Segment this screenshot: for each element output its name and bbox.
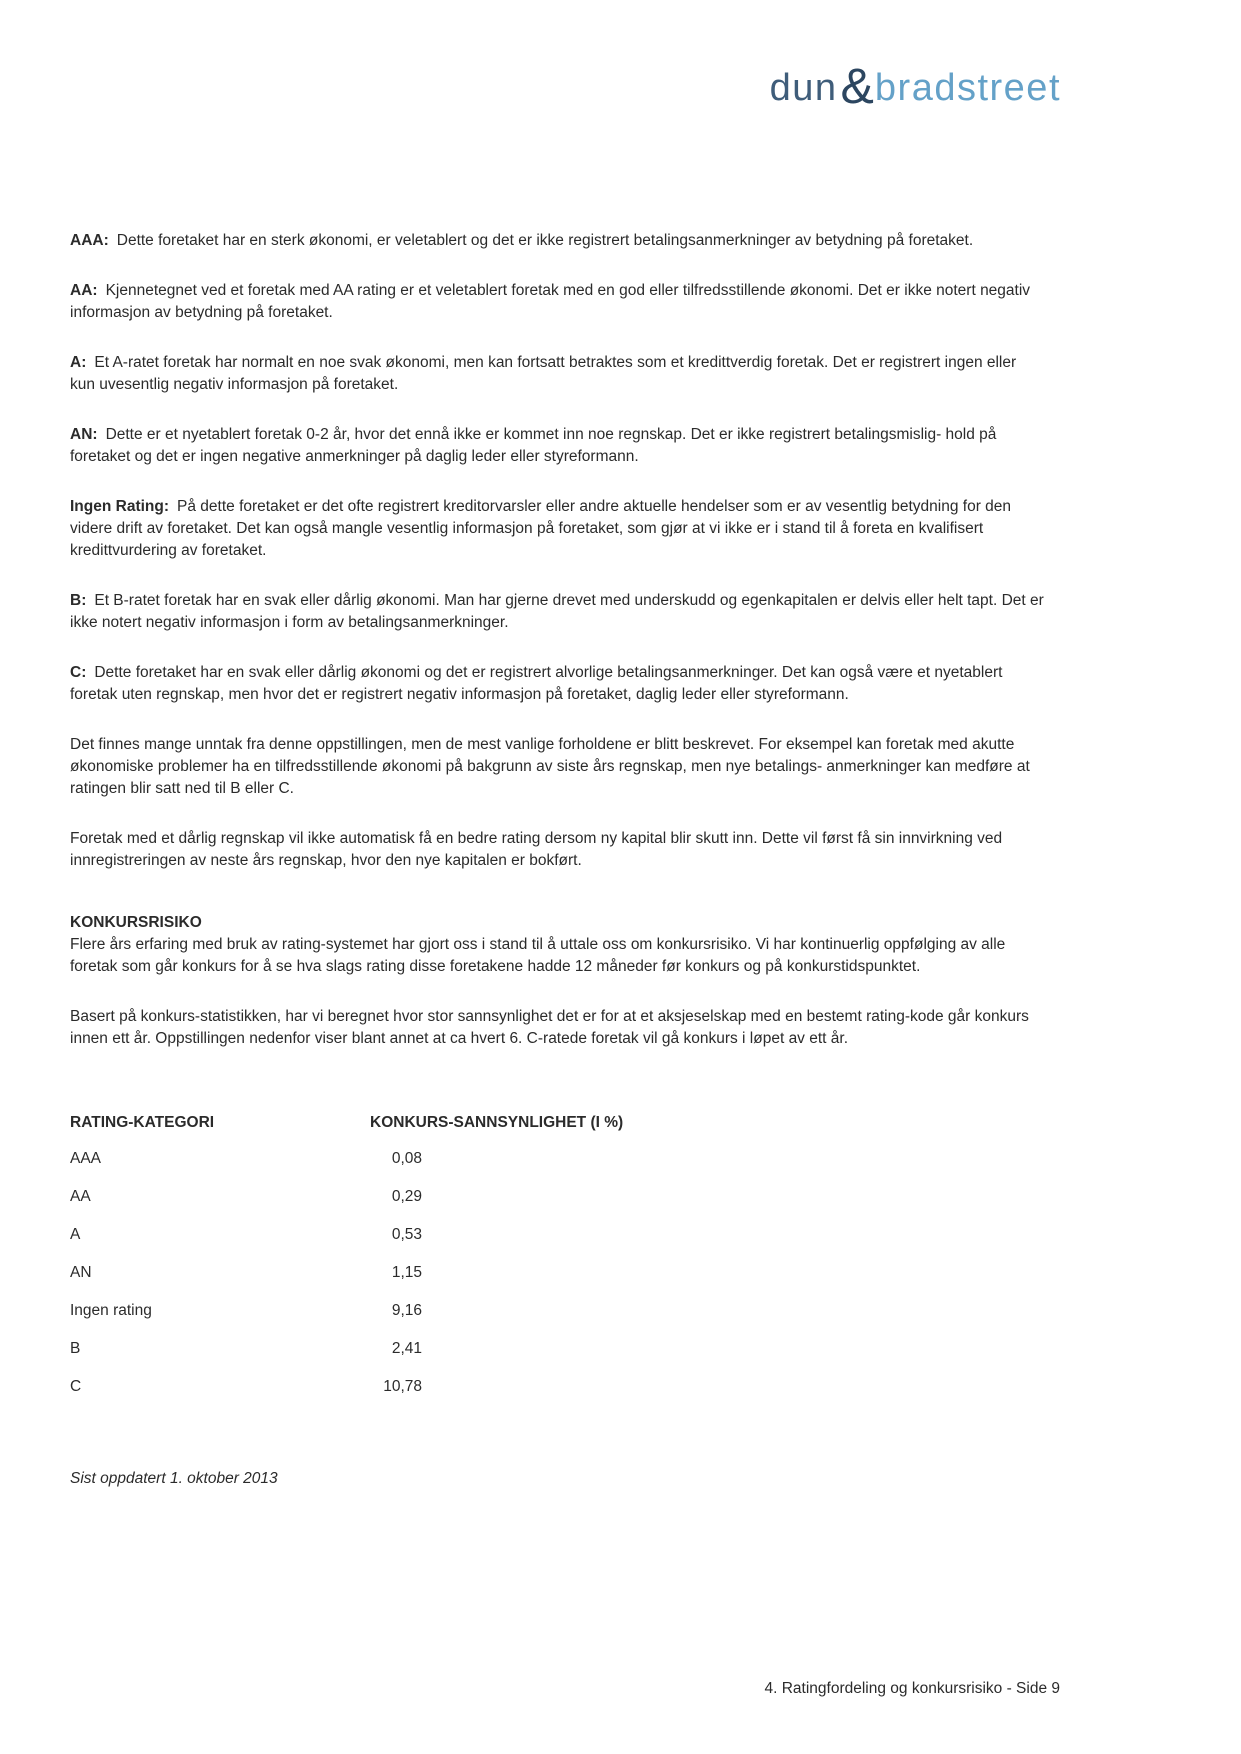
section-heading-konkursrisiko: KONKURSRISIKO [70, 914, 202, 931]
paragraph-text: Basert på konkurs-statistikken, har vi beregnet hvor stor sannsynlighet det er for at et aksjeselskap med en bestemt rating-kode går konkurs innen ett år. Oppstillingen nedenfor viser blant annet at ca hvert 6. C-ratede foretak vil gå konkurs i løpet av ett år. [70, 1008, 1029, 1047]
paragraph-text: Dette foretaket har en sterk økonomi, er veletablert og det er ikke registrert betalingsanmerkninger av betydning på foretaket. [116, 232, 974, 249]
rating-label-aaa: AAA: [70, 232, 109, 249]
table-cell-value: 0,08 [391, 1150, 422, 1167]
paragraph-ingen-rating [70, 496, 1045, 562]
last-updated-note: Sist oppdatert 1. oktober 2013 [70, 1470, 278, 1487]
table-cell-category: AA [70, 1188, 91, 1205]
rating-label-ingen-rating: Ingen Rating: [70, 498, 170, 515]
paragraph-daarlig-regnskap [70, 828, 1045, 872]
table-header-row [70, 1106, 1045, 1140]
table-cell-value: 0,53 [391, 1226, 422, 1243]
table-cell-value: 10,78 [383, 1378, 422, 1395]
paragraph-text: På dette foretaket er det ofte registrert kreditorvarsler eller andre aktuelle hendelser som er av vesentlig betydning for den videre drift av foretaket. Det kan også mangle vesentlig informasjon på foretaket, som gjør at vi ikke er i stand til å foreta en kvalifisert kredittvurdering av foretaket. [70, 498, 1012, 559]
paragraph-b [70, 590, 1045, 634]
rating-label-b: B: [70, 592, 87, 609]
table-cell-value: 2,41 [391, 1340, 422, 1357]
table-row [70, 1330, 1045, 1368]
document-body [70, 230, 1045, 1490]
table-row [70, 1368, 1045, 1406]
paragraph-c [70, 662, 1045, 706]
paragraph-text: Foretak med et dårlig regnskap vil ikke automatisk få en bedre rating dersom ny kapital blir skutt inn. Dette vil først få sin innvirkning ved innregistreringen av neste års regnskap, hvor den nye kapitalen er bokført. [70, 830, 1003, 869]
table-row [70, 1140, 1045, 1178]
table-cell-category: A [70, 1226, 81, 1243]
dun-bradstreet-logo [769, 58, 1061, 114]
table-header-rating-kategori: RATING-KATEGORI [70, 1114, 215, 1131]
table-cell-category: B [70, 1340, 81, 1357]
table-header-konkurs-sannsynlighet: KONKURS-SANNSYNLIGHET (I %) [370, 1114, 624, 1131]
paragraph-an [70, 424, 1045, 468]
table-cell-value: 1,15 [391, 1264, 422, 1281]
table-row [70, 1216, 1045, 1254]
logo-text-dun: dun [769, 67, 838, 109]
table-row [70, 1254, 1045, 1292]
table-cell-category: AN [70, 1264, 92, 1281]
paragraph-aaa [70, 230, 1045, 252]
paragraph-basert-paa-statistikken [70, 1006, 1045, 1050]
section-konkursrisiko [70, 912, 1045, 978]
rating-table [70, 1106, 1045, 1406]
paragraph-text: Dette foretaket har en svak eller dårlig økonomi og det er registrert alvorlige betalingsanmerkninger. Det kan også være et nyetablert foretak uten regnskap, men hvor det er registrert negativ informasjon på foretaket, daglig leder eller styreformann. [70, 664, 1003, 703]
table-cell-category: AAA [70, 1150, 102, 1167]
rating-label-an: AN: [70, 426, 98, 443]
paragraph-text: Et A-ratet foretak har normalt en noe svak økonomi, men kan fortsatt betraktes som et kredittverdig foretak. Det er registrert ingen eller kun uvesentlig negativ informasjon på foretaket. [70, 354, 1017, 393]
table-cell-value: 9,16 [391, 1302, 422, 1319]
paragraph-aa [70, 280, 1045, 324]
table-cell-category: C [70, 1378, 82, 1395]
paragraph-unntak [70, 734, 1045, 800]
table-row [70, 1178, 1045, 1216]
paragraph-text: Et B-ratet foretak har en svak eller dårlig økonomi. Man har gjerne drevet med underskudd og egenkapitalen er delvis eller helt tapt. Det er ikke notert negativ informasjon i form av betalingsanmerkninger. [70, 592, 1044, 631]
table-cell-value: 0,29 [391, 1188, 422, 1205]
paragraph-a [70, 352, 1045, 396]
table-cell-category: Ingen rating [70, 1302, 152, 1319]
table-row [70, 1292, 1045, 1330]
paragraph-text: Kjennetegnet ved et foretak med AA rating er et veletablert foretak med en god eller tilfredsstillende økonomi. Det er ikke notert negativ informasjon av betydning på foretaket. [70, 282, 1031, 321]
logo-ampersand-icon: & [840, 58, 874, 114]
section-paragraph: Flere års erfaring med bruk av rating-systemet har gjort oss i stand til å uttale oss om konkursrisiko. Vi har kontinuerlig oppfølging av alle foretak som går konkurs for å se hva slags rating disse foretakene hadde 12 måneder før konkurs og på konkurstidspunktet. [70, 936, 1006, 975]
page-footer: 4. Ratingfordeling og konkursrisiko - Side 9 [764, 1680, 1060, 1697]
rating-label-a: A: [70, 354, 87, 371]
paragraph-text: Det finnes mange unntak fra denne oppstillingen, men de mest vanlige forholdene er blitt beskrevet. For eksempel kan foretak med akutte økonomiske problemer ha en tilfredsstillende økonomi på bakgrunn av siste års regnskap, men nye betalings- anmerkninger kan medføre at ratingen blir satt ned til B eller C. [70, 736, 1030, 797]
logo-text-bradstreet: bradstreet [874, 67, 1061, 109]
rating-label-aa: AA: [70, 282, 98, 299]
paragraph-text: Dette er et nyetablert foretak 0-2 år, hvor det ennå ikke er kommet inn noe regnskap. Det er ikke registrert betalingsmislig- hold på foretaket og det er ingen negative anmerkninger på daglig leder eller styreformann. [70, 426, 997, 465]
rating-label-c: C: [70, 664, 87, 681]
